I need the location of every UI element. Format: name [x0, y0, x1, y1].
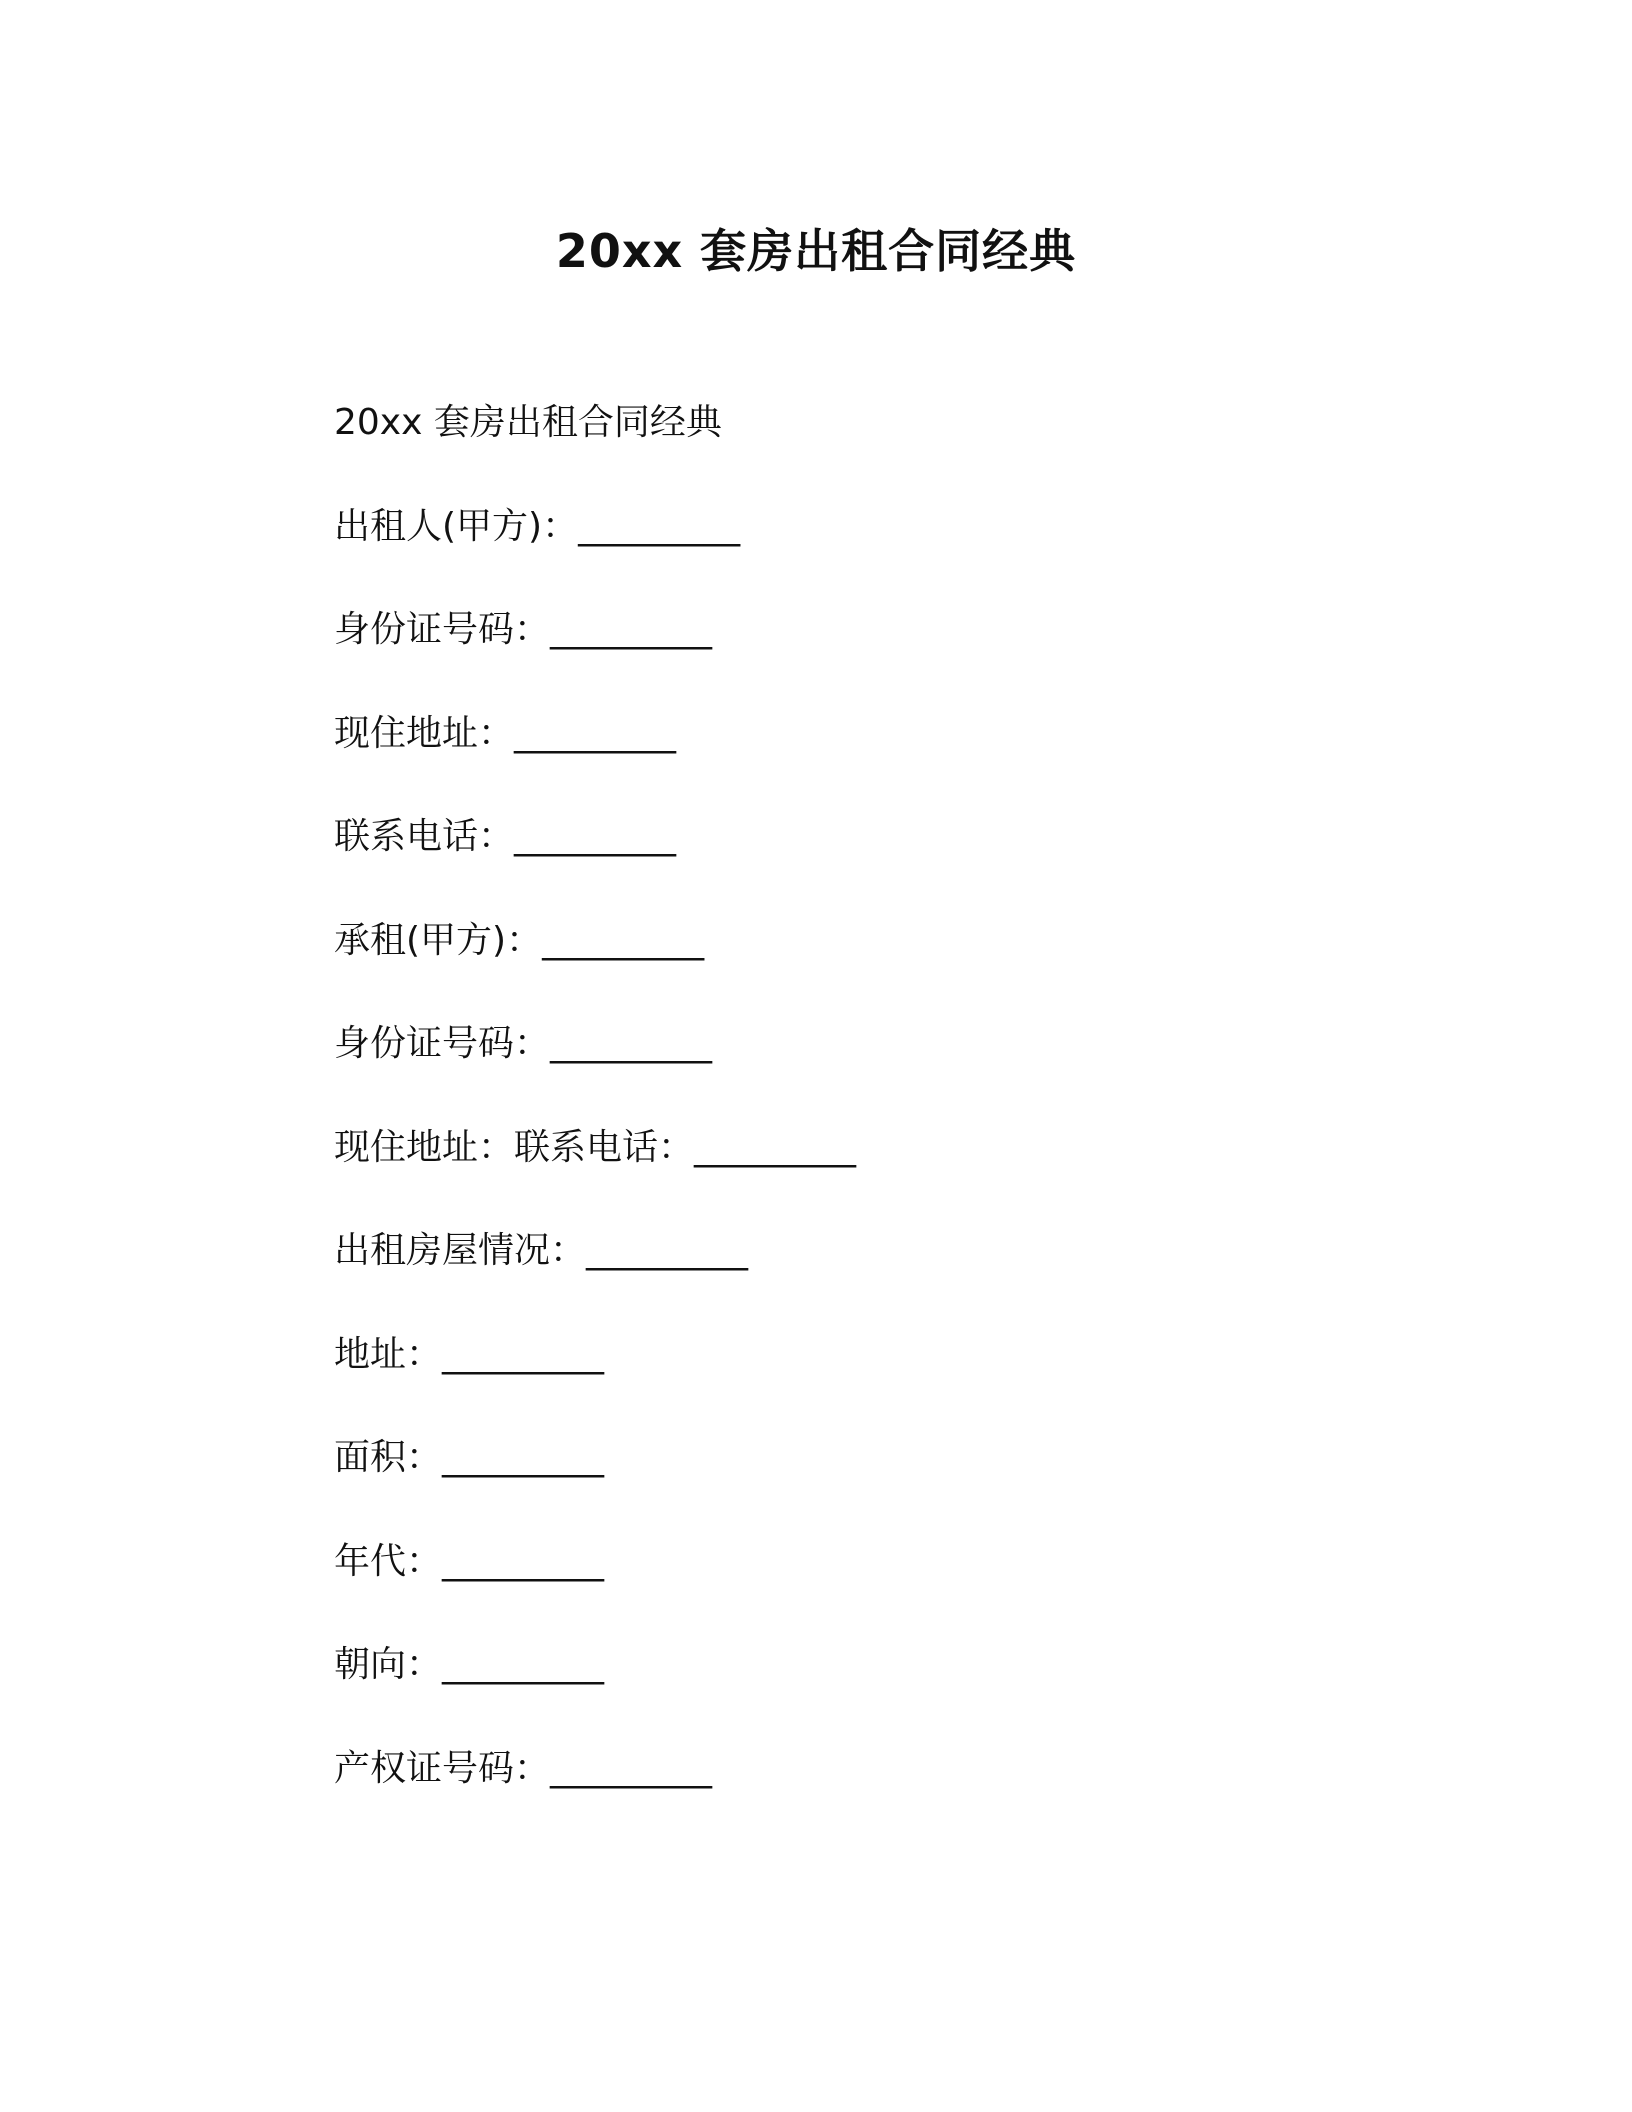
property-orientation-line: [334, 1632, 1334, 1736]
line-label: 身份证号码：: [334, 609, 551, 650]
line-label: 朝向：: [334, 1644, 443, 1685]
lessee-id-line: [334, 1011, 1334, 1115]
line-label: 承租(甲方)：: [334, 919, 543, 961]
fill-in-blank: _________: [442, 1644, 605, 1685]
property-year-line: [334, 1529, 1334, 1633]
lessor-address-line: [334, 701, 1334, 805]
line-label: 面积：: [334, 1437, 443, 1478]
document-body: [334, 390, 1334, 1839]
fill-in-blank: _________: [514, 816, 677, 857]
line-label: 20xx 套房出租合同经典: [334, 402, 722, 443]
lessor-line: [334, 494, 1334, 598]
property-deed-number-line: [334, 1736, 1334, 1840]
fill-in-blank: _________: [514, 712, 677, 754]
line-label: 地址：: [334, 1333, 443, 1375]
lessee-line: [334, 908, 1334, 1012]
lessor-id-line: [334, 597, 1334, 701]
subtitle-line: [334, 390, 1334, 494]
fill-in-blank: _________: [694, 1126, 857, 1168]
fill-in-blank: _________: [442, 1540, 605, 1582]
line-label: 现住地址：: [334, 712, 515, 754]
property-address-line: [334, 1322, 1334, 1426]
fill-in-blank: _________: [578, 505, 741, 547]
line-label: 年代：: [334, 1540, 443, 1582]
fill-in-blank: _________: [550, 1023, 713, 1064]
line-label: 产权证号码：: [334, 1747, 551, 1789]
property-area-line: [334, 1425, 1334, 1529]
line-label: 出租房屋情况：: [334, 1230, 587, 1271]
line-label: 身份证号码：: [334, 1023, 551, 1064]
document-title: 20xx 套房出租合同经典: [555, 224, 1077, 278]
lessor-phone-line: [334, 804, 1334, 908]
fill-in-blank: _________: [442, 1333, 605, 1375]
line-label: 出租人(甲方)：: [334, 505, 579, 547]
fill-in-blank: _________: [550, 609, 713, 650]
fill-in-blank: _________: [586, 1230, 749, 1271]
lessee-address-phone-line: [334, 1115, 1334, 1219]
line-label: 现住地址：联系电话：: [334, 1126, 695, 1168]
line-label: 联系电话：: [334, 816, 515, 857]
property-info-line: [334, 1218, 1334, 1322]
fill-in-blank: _________: [550, 1747, 713, 1789]
fill-in-blank: _________: [542, 919, 705, 961]
fill-in-blank: _________: [442, 1437, 605, 1478]
